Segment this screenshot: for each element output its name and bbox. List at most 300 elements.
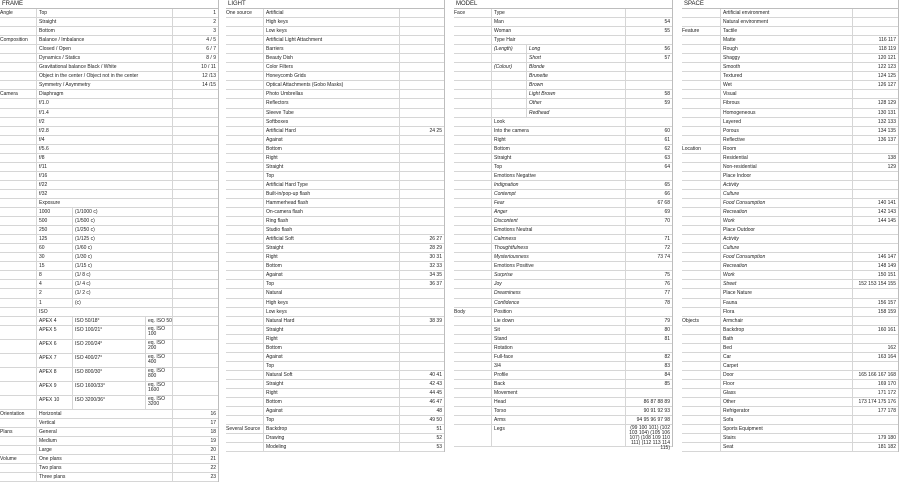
code-value bbox=[852, 317, 898, 325]
category-label bbox=[226, 244, 261, 252]
code-value: 152 153 154 155 bbox=[852, 280, 898, 288]
category-label bbox=[0, 208, 34, 216]
category-label bbox=[682, 63, 718, 71]
category-label: Body bbox=[454, 308, 466, 315]
code-value: 82 bbox=[625, 353, 672, 361]
table-row bbox=[682, 63, 898, 72]
item-label: 250 bbox=[36, 226, 72, 234]
category-label bbox=[454, 353, 489, 361]
category-label bbox=[0, 217, 34, 225]
code-value: 179 180 bbox=[852, 434, 898, 442]
item-label: Backdrop bbox=[720, 326, 852, 334]
table-row bbox=[226, 280, 444, 289]
column-title: FRAME bbox=[0, 0, 218, 9]
table-row bbox=[682, 371, 898, 380]
code-value bbox=[399, 136, 444, 144]
table-row bbox=[226, 407, 444, 416]
category-label bbox=[682, 226, 718, 234]
category-label: Feature bbox=[682, 28, 700, 35]
code-value: 21 bbox=[172, 455, 218, 463]
item-label: Against bbox=[263, 136, 399, 144]
table-row bbox=[682, 109, 898, 118]
table-row bbox=[226, 27, 444, 36]
code-value: 24 25 bbox=[399, 127, 444, 135]
table-row bbox=[226, 163, 444, 172]
table-row bbox=[682, 127, 898, 136]
sub-label: (1/ 4 c) bbox=[72, 280, 172, 288]
category-label: Angle bbox=[0, 10, 13, 16]
table-row bbox=[226, 308, 444, 317]
code-value bbox=[399, 208, 444, 216]
table-row bbox=[226, 145, 444, 154]
item-label: Tactile bbox=[720, 27, 852, 35]
code-value bbox=[399, 335, 444, 343]
category-label bbox=[682, 18, 718, 26]
category-label bbox=[0, 199, 34, 207]
item-label: Beauty Dish bbox=[263, 54, 399, 62]
item-label: Sit bbox=[491, 326, 625, 334]
item-label: Non-residential bbox=[720, 163, 852, 171]
category-label bbox=[226, 18, 261, 26]
item-label: Place Indoor bbox=[720, 172, 852, 180]
item-label: Top bbox=[263, 362, 399, 370]
code-value bbox=[172, 326, 218, 339]
code-value: 6 / 7 bbox=[172, 45, 218, 53]
item-label: f/2 bbox=[36, 118, 172, 126]
code-value bbox=[172, 99, 218, 107]
code-value: 73 74 bbox=[625, 253, 672, 261]
table-row bbox=[454, 244, 672, 253]
code-value bbox=[172, 354, 218, 367]
table-row bbox=[226, 380, 444, 389]
category-label bbox=[454, 90, 489, 98]
table-row bbox=[0, 308, 218, 317]
table-row bbox=[0, 340, 218, 354]
item-label: 15 bbox=[36, 262, 72, 270]
code-value bbox=[399, 299, 444, 307]
item-label: 8 bbox=[36, 271, 72, 279]
code-value: 20 bbox=[172, 446, 218, 454]
code-value: 85 bbox=[625, 380, 672, 388]
item-label: Horizontal bbox=[36, 410, 172, 418]
code-value bbox=[172, 253, 218, 261]
sub-label: ISO 400/27° bbox=[72, 354, 145, 367]
category-label bbox=[0, 27, 34, 35]
item-label: Confidence bbox=[491, 299, 625, 307]
code-value: 81 bbox=[625, 335, 672, 343]
item-label: Homogeneous bbox=[720, 109, 852, 117]
category-label bbox=[682, 244, 718, 252]
space-column bbox=[682, 0, 899, 452]
table-row bbox=[226, 127, 444, 136]
category-label bbox=[0, 262, 34, 270]
item-label: Natural Hard bbox=[263, 317, 399, 325]
item-label: Food Consumption bbox=[720, 253, 852, 261]
table-row bbox=[454, 389, 672, 398]
item-label: Low keys bbox=[263, 308, 399, 316]
code-value bbox=[399, 72, 444, 80]
item-label: Straight bbox=[263, 163, 399, 171]
equivalent-label: eq. ISO 100 bbox=[145, 326, 172, 339]
item-label: Thoughtfulness bbox=[491, 244, 625, 252]
code-value bbox=[172, 136, 218, 144]
table-row bbox=[226, 208, 444, 217]
table-row bbox=[682, 398, 898, 407]
item-label: Place Nature bbox=[720, 289, 852, 297]
item-label: APEX 6 bbox=[36, 340, 72, 353]
table-row bbox=[226, 371, 444, 380]
category-label bbox=[454, 425, 489, 446]
item-label: Top bbox=[491, 163, 625, 171]
sub-label: Blonde bbox=[526, 63, 625, 71]
code-value: 181 182 bbox=[852, 443, 898, 451]
item-label: Refrigerator bbox=[720, 407, 852, 415]
item-label: Rough bbox=[720, 45, 852, 53]
category-label bbox=[454, 63, 489, 71]
code-value bbox=[852, 425, 898, 433]
item-label: Floor bbox=[720, 380, 852, 388]
code-value: 55 bbox=[625, 27, 672, 35]
table-row bbox=[682, 326, 898, 335]
sub-label: (1/30 c) bbox=[72, 253, 172, 261]
table-row bbox=[226, 262, 444, 271]
category-label bbox=[226, 344, 261, 352]
item-label: High keys bbox=[263, 18, 399, 26]
code-value: 162 bbox=[852, 344, 898, 352]
item-label: Against bbox=[263, 271, 399, 279]
table-row bbox=[0, 63, 218, 72]
item-label: Fear bbox=[491, 199, 625, 207]
category-label bbox=[226, 27, 261, 35]
item-label: 500 bbox=[36, 217, 72, 225]
code-value: 177 178 bbox=[852, 407, 898, 415]
table-row bbox=[682, 407, 898, 416]
code-value: 173 174 175 176 bbox=[852, 398, 898, 406]
table-row bbox=[682, 308, 898, 317]
item-label: Work bbox=[720, 217, 852, 225]
code-value bbox=[852, 9, 898, 17]
table-row bbox=[454, 36, 672, 45]
code-value bbox=[399, 109, 444, 117]
code-value bbox=[625, 81, 672, 89]
item-label: Legs bbox=[491, 425, 625, 446]
equivalent-label: eq. ISO 50 bbox=[145, 317, 172, 325]
category-label bbox=[226, 226, 261, 234]
table-row bbox=[454, 299, 672, 308]
table-row bbox=[454, 90, 672, 99]
item-label: APEX 8 bbox=[36, 368, 72, 381]
item-label: APEX 9 bbox=[36, 382, 72, 395]
category-label bbox=[226, 208, 261, 216]
category-label bbox=[226, 199, 261, 207]
code-value bbox=[852, 226, 898, 234]
code-value bbox=[172, 308, 218, 316]
code-value bbox=[399, 18, 444, 26]
table-row bbox=[682, 27, 898, 36]
code-value: 94 95 96 97 98 bbox=[625, 416, 672, 424]
table-row bbox=[0, 455, 218, 464]
table-row bbox=[682, 235, 898, 244]
item-label: Artificial environment bbox=[720, 9, 852, 17]
table-row bbox=[454, 127, 672, 136]
item-label: Straight bbox=[263, 326, 399, 334]
code-value: 3 bbox=[172, 27, 218, 35]
table-row bbox=[0, 382, 218, 396]
code-value bbox=[852, 335, 898, 343]
table-row bbox=[454, 362, 672, 371]
category-label bbox=[682, 54, 718, 62]
item-label: Into the camera bbox=[491, 127, 625, 135]
code-value bbox=[625, 226, 672, 234]
item-label: Artificial Soft bbox=[263, 235, 399, 243]
table-row bbox=[0, 253, 218, 262]
category-label bbox=[454, 145, 489, 153]
code-value bbox=[399, 344, 444, 352]
code-value bbox=[399, 145, 444, 153]
category-label bbox=[226, 443, 261, 451]
light-column bbox=[226, 0, 445, 452]
item-label: Bottom bbox=[263, 145, 399, 153]
code-value bbox=[172, 396, 218, 409]
item-label: Emotions Neutral bbox=[491, 226, 625, 234]
code-value bbox=[172, 299, 218, 307]
category-label bbox=[0, 226, 34, 234]
item-label: Natural bbox=[263, 289, 399, 297]
sub-label: ISO 200/24° bbox=[72, 340, 145, 353]
table-row bbox=[682, 353, 898, 362]
item-label: Calmness bbox=[491, 235, 625, 243]
item-label: Softboxes bbox=[263, 118, 399, 126]
category-label bbox=[226, 63, 261, 71]
item-label: (Colour) bbox=[491, 63, 526, 71]
code-value: 76 bbox=[625, 280, 672, 288]
table-row bbox=[0, 72, 218, 81]
code-value: 132 133 bbox=[852, 118, 898, 126]
table-row bbox=[0, 262, 218, 271]
category-label bbox=[682, 280, 718, 288]
item-label: Armchair bbox=[720, 317, 852, 325]
category-label bbox=[454, 163, 489, 171]
table-row bbox=[454, 18, 672, 27]
category-label bbox=[682, 99, 718, 107]
code-value bbox=[399, 45, 444, 53]
table-row bbox=[454, 63, 672, 72]
item-label: Straight bbox=[263, 244, 399, 252]
table-row bbox=[454, 145, 672, 154]
table-row bbox=[226, 63, 444, 72]
table-row bbox=[0, 317, 218, 326]
category-label bbox=[454, 253, 489, 261]
item-label: Hammerhead flash bbox=[263, 199, 399, 207]
code-value bbox=[625, 63, 672, 71]
table-row bbox=[682, 380, 898, 389]
category-label bbox=[454, 36, 489, 44]
table-row bbox=[0, 368, 218, 382]
table-row bbox=[0, 464, 218, 473]
table-row bbox=[0, 410, 218, 419]
item-label: Reflectors bbox=[263, 99, 399, 107]
item-label: Bed bbox=[720, 344, 852, 352]
code-value bbox=[172, 145, 218, 153]
table-row bbox=[454, 118, 672, 127]
sub-label: (1/15 c) bbox=[72, 262, 172, 270]
item-label bbox=[491, 109, 526, 117]
light-rows bbox=[226, 9, 444, 452]
category-label bbox=[682, 407, 718, 415]
category-label bbox=[454, 398, 489, 406]
table-row bbox=[0, 280, 218, 289]
category-label bbox=[682, 326, 718, 334]
item-label: Surprise bbox=[491, 271, 625, 279]
item-label: Straight bbox=[491, 154, 625, 162]
item-label: Stand bbox=[491, 335, 625, 343]
code-value bbox=[625, 36, 672, 44]
table-row bbox=[0, 235, 218, 244]
table-row bbox=[682, 335, 898, 344]
code-value bbox=[399, 36, 444, 44]
category-label bbox=[454, 317, 489, 325]
item-label: f/32 bbox=[36, 190, 172, 198]
category-label bbox=[682, 36, 718, 44]
category-label bbox=[454, 235, 489, 243]
table-row bbox=[0, 326, 218, 340]
table-row bbox=[226, 226, 444, 235]
table-row bbox=[454, 271, 672, 280]
code-value: 90 91 92 93 bbox=[625, 407, 672, 415]
category-label bbox=[226, 109, 261, 117]
code-value: 146 147 bbox=[852, 253, 898, 261]
item-label: Porous bbox=[720, 127, 852, 135]
sub-label: (c) bbox=[72, 299, 172, 307]
table-row bbox=[682, 154, 898, 163]
code-value bbox=[399, 190, 444, 198]
item-label: Stairs bbox=[720, 434, 852, 442]
table-row bbox=[226, 416, 444, 425]
table-row bbox=[682, 36, 898, 45]
table-row bbox=[682, 317, 898, 326]
table-row bbox=[226, 136, 444, 145]
table-row bbox=[226, 99, 444, 108]
category-label bbox=[226, 308, 261, 316]
item-label: Profile bbox=[491, 371, 625, 379]
item-label: 1000 bbox=[36, 208, 72, 216]
code-value: 130 131 bbox=[852, 109, 898, 117]
code-value: 142 143 bbox=[852, 208, 898, 216]
category-label bbox=[0, 382, 34, 395]
category-label bbox=[454, 199, 489, 207]
table-row bbox=[454, 217, 672, 226]
category-label bbox=[226, 181, 261, 189]
item-label: 30 bbox=[36, 253, 72, 261]
table-row bbox=[454, 235, 672, 244]
item-label: Backdrop bbox=[263, 425, 399, 433]
table-row bbox=[226, 54, 444, 63]
sub-label: ISO 800/30° bbox=[72, 368, 145, 381]
code-value bbox=[852, 416, 898, 424]
code-value bbox=[172, 199, 218, 207]
category-label bbox=[226, 190, 261, 198]
table-row bbox=[0, 45, 218, 54]
item-label: Type Hair bbox=[491, 36, 625, 44]
code-value: 165 166 167 168 bbox=[852, 371, 898, 379]
code-value: 36 37 bbox=[399, 280, 444, 288]
item-label: Man bbox=[491, 18, 625, 26]
item-label bbox=[491, 90, 526, 98]
item-label: Bottom bbox=[36, 27, 172, 35]
item-label: Arms bbox=[491, 416, 625, 424]
table-row bbox=[682, 280, 898, 289]
item-label: Head bbox=[491, 398, 625, 406]
item-label: Recreation bbox=[720, 262, 852, 270]
category-label bbox=[0, 63, 34, 71]
item-label: APEX 10 bbox=[36, 396, 72, 409]
code-value bbox=[852, 27, 898, 35]
code-value: 70 bbox=[625, 217, 672, 225]
code-value bbox=[399, 163, 444, 171]
code-value bbox=[399, 172, 444, 180]
category-label bbox=[0, 99, 34, 107]
item-label: Flora bbox=[720, 308, 852, 316]
category-label bbox=[454, 262, 489, 270]
table-row bbox=[0, 136, 218, 145]
item-label: Street bbox=[720, 280, 852, 288]
sub-label: Long bbox=[526, 45, 625, 53]
table-row bbox=[682, 163, 898, 172]
table-row bbox=[0, 208, 218, 217]
code-value: (99 100 101) (102 103 104) (105 106 107) (108 109 110 111) (112 113 114 115) bbox=[625, 425, 672, 446]
code-value: 80 bbox=[625, 326, 672, 334]
table-row bbox=[454, 353, 672, 362]
category-label bbox=[0, 127, 34, 135]
item-label: Lie down bbox=[491, 317, 625, 325]
table-row bbox=[454, 398, 672, 407]
code-value bbox=[172, 340, 218, 353]
code-value: 122 123 bbox=[852, 63, 898, 71]
code-value: 51 bbox=[399, 425, 444, 433]
code-value: 66 bbox=[625, 190, 672, 198]
table-row bbox=[454, 380, 672, 389]
code-value: 8 / 9 bbox=[172, 54, 218, 62]
table-row bbox=[0, 396, 218, 410]
table-row bbox=[682, 362, 898, 371]
code-value: 18 bbox=[172, 428, 218, 436]
category-label bbox=[682, 136, 718, 144]
category-label bbox=[226, 154, 261, 162]
category-label bbox=[226, 362, 261, 370]
code-value bbox=[399, 353, 444, 361]
table-row bbox=[682, 443, 898, 452]
code-value bbox=[399, 181, 444, 189]
table-row bbox=[0, 428, 218, 437]
item-label: Joy bbox=[491, 280, 625, 288]
category-label bbox=[454, 54, 489, 62]
code-value bbox=[399, 289, 444, 297]
frame-column bbox=[0, 0, 219, 482]
frame-rows bbox=[0, 9, 218, 482]
category-label bbox=[226, 127, 261, 135]
table-row bbox=[682, 299, 898, 308]
category-label: Face bbox=[454, 10, 466, 16]
category-label bbox=[454, 81, 489, 89]
code-value bbox=[172, 127, 218, 135]
code-value: 19 bbox=[172, 437, 218, 445]
table-row bbox=[226, 154, 444, 163]
category-label bbox=[682, 172, 718, 180]
code-value: 32 33 bbox=[399, 262, 444, 270]
table-row bbox=[454, 54, 672, 63]
category-label bbox=[0, 81, 34, 89]
table-row bbox=[0, 181, 218, 190]
